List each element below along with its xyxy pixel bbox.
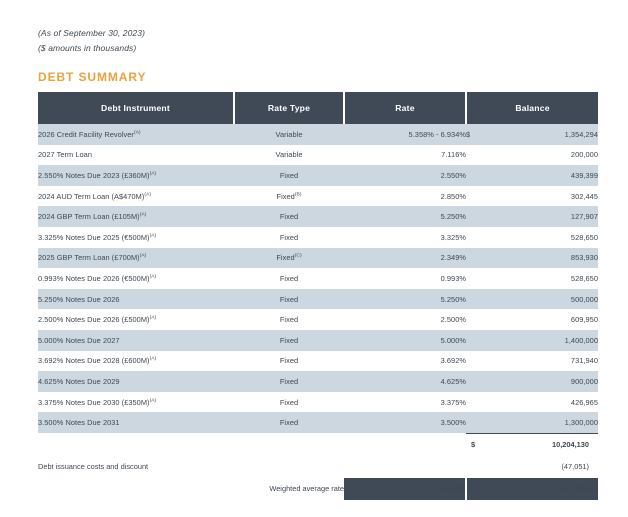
cell-currency-symbol — [466, 227, 492, 248]
footnote-marker: (A) — [149, 398, 157, 404]
footnote-marker: (A) — [144, 192, 152, 198]
cell-balance: 200,000 — [492, 145, 598, 166]
cell-debt-instrument: 2027 Term Loan — [38, 145, 234, 166]
subtotal-spacer-1 — [38, 433, 234, 456]
cell-rate-type: Fixed — [234, 289, 344, 310]
footnote-marker: (B) — [294, 192, 302, 198]
cell-balance: 528,650 — [492, 268, 598, 289]
totals-table — [38, 433, 598, 500]
cell-balance: 609,950 — [492, 309, 598, 330]
cell-debt-instrument: 2024 GBP Term Loan (£105M)$^{(A)}$ — [38, 206, 234, 227]
cell-rate-type: Fixed — [234, 412, 344, 433]
table-row — [38, 330, 598, 351]
cell-rate-type: Fixed — [234, 392, 344, 413]
table-row — [38, 124, 598, 145]
footnote-marker: (A) — [149, 356, 157, 362]
cell-balance: 731,940 — [492, 351, 598, 372]
issuance-spacer-3 — [344, 456, 466, 478]
cell-rate-type: Fixed — [234, 371, 344, 392]
issuance-spacer-2 — [234, 456, 344, 478]
footnote-marker: (A) — [149, 171, 157, 177]
cell-balance: 439,399 — [492, 165, 598, 186]
weighted-average-rate-value: 4.041% — [344, 478, 466, 500]
cell-rate: 3.692% — [344, 351, 466, 372]
total-currency: $ — [466, 478, 492, 500]
debt-table-body — [38, 124, 598, 433]
cell-debt-instrument: 3.325% Notes Due 2025 (€500M)$^{(A)}$ — [38, 227, 234, 248]
wavg-spacer-1 — [38, 478, 234, 500]
table-row — [38, 186, 598, 207]
cell-currency-symbol — [466, 412, 492, 433]
cell-currency-symbol — [466, 330, 492, 351]
cell-currency-symbol — [466, 351, 492, 372]
cell-currency-symbol — [466, 309, 492, 330]
column-header-rate: Rate — [344, 92, 466, 124]
cell-currency-symbol — [466, 248, 492, 269]
cell-currency-symbol — [466, 392, 492, 413]
debt-issuance-row — [38, 456, 598, 478]
cell-debt-instrument: 2026 Credit Facility Revolver$^{(A)}$ — [38, 124, 234, 145]
total-balance-value: 10,157,079 — [492, 478, 598, 500]
weighted-average-rate-label: Weighted average rate — [269, 484, 344, 494]
footnote-marker: (A) — [149, 315, 157, 321]
debt-issuance-value: (47,051) — [561, 462, 589, 472]
cell-rate: 7.116% — [344, 145, 466, 166]
cell-rate: 3.375% — [344, 392, 466, 413]
subtotal-value: 10,204,130 — [492, 433, 598, 456]
cell-debt-instrument: 2.500% Notes Due 2026 (£500M)$^{(A)}$ — [38, 309, 234, 330]
cell-rate: 5.000% — [344, 330, 466, 351]
cell-balance: 500,000 — [492, 289, 598, 310]
cell-currency-symbol — [466, 165, 492, 186]
cell-rate-type: Fixed$^{(B)}$ — [234, 186, 344, 207]
cell-currency-symbol — [466, 289, 492, 310]
table-row — [38, 289, 598, 310]
cell-balance: 853,930 — [492, 248, 598, 269]
table-row — [38, 309, 598, 330]
cell-currency-symbol — [466, 268, 492, 289]
cell-debt-instrument: 2.550% Notes Due 2023 (£360M)$^{(A)}$ — [38, 165, 234, 186]
cell-debt-instrument: 5.000% Notes Due 2027 — [38, 330, 234, 351]
cell-rate-type: Variable — [234, 145, 344, 166]
debt-issuance-label: Debt issuance costs and discount — [38, 462, 149, 472]
cell-currency-symbol — [466, 206, 492, 227]
footnote-marker: (A) — [149, 274, 157, 280]
cell-rate: 0.993% — [344, 268, 466, 289]
cell-rate: 3.325% — [344, 227, 466, 248]
cell-rate: 5.358% - 6.934% — [344, 124, 466, 145]
subtotal-spacer-3 — [344, 433, 466, 456]
cell-currency-symbol — [466, 186, 492, 207]
cell-debt-instrument: 3.375% Notes Due 2030 (£350M)$^{(A)}$ — [38, 392, 234, 413]
cell-rate-type: Fixed — [234, 268, 344, 289]
cell-rate: 5.250% — [344, 206, 466, 227]
cell-currency-symbol — [466, 371, 492, 392]
subtotal-spacer-2 — [234, 433, 344, 456]
subtotal-row — [38, 433, 598, 456]
cell-debt-instrument: 2024 AUD Term Loan (A$470M)$^{(A)}$ — [38, 186, 234, 207]
cell-rate-type: Fixed — [234, 330, 344, 351]
cell-rate: 5.250% — [344, 289, 466, 310]
table-row — [38, 268, 598, 289]
cell-rate-type: Fixed — [234, 227, 344, 248]
table-row — [38, 412, 598, 433]
cell-rate: 4.625% — [344, 371, 466, 392]
cell-balance: 528,650 — [492, 227, 598, 248]
debt-summary-table — [38, 92, 598, 433]
column-header-debt-instrument: Debt Instrument — [38, 92, 234, 124]
cell-rate: 2.550% — [344, 165, 466, 186]
cell-rate-type: Fixed — [234, 165, 344, 186]
subtotal-currency: $ — [466, 433, 492, 456]
footnote-marker: (A) — [139, 253, 147, 259]
cell-balance: 900,000 — [492, 371, 598, 392]
cell-balance: 1,300,000 — [492, 412, 598, 433]
issuance-currency — [466, 456, 492, 478]
cell-debt-instrument: 4.625% Notes Due 2029 — [38, 371, 234, 392]
column-header-balance: Balance — [466, 92, 598, 124]
footnote-marker: (A) — [133, 130, 141, 136]
cell-rate: 3.500% — [344, 412, 466, 433]
cell-debt-instrument: 0.993% Notes Due 2026 (€500M)$^{(A)}$ — [38, 268, 234, 289]
footnote-marker: (C) — [294, 253, 302, 259]
column-header-rate-type: Rate Type — [234, 92, 344, 124]
footnote-marker: (A) — [139, 212, 147, 218]
page-title: DEBT SUMMARY — [38, 70, 147, 84]
cell-balance: 1,400,000 — [492, 330, 598, 351]
table-row — [38, 392, 598, 413]
cell-rate-type: Fixed — [234, 351, 344, 372]
cell-debt-instrument: 2025 GBP Term Loan (£700M)$^{(A)}$ — [38, 248, 234, 269]
cell-rate: 2.850% — [344, 186, 466, 207]
cell-debt-instrument: 3.692% Notes Due 2028 (£600M)$^{(A)}$ — [38, 351, 234, 372]
cell-rate: 2.500% — [344, 309, 466, 330]
cell-balance: 302,445 — [492, 186, 598, 207]
cell-balance: 1,354,294 — [492, 124, 598, 145]
as-of-date: (As of September 30, 2023) — [38, 28, 146, 38]
weighted-average-total-row — [38, 478, 598, 500]
table-row — [38, 227, 598, 248]
cell-debt-instrument: 3.500% Notes Due 2031 — [38, 412, 234, 433]
cell-debt-instrument: 5.250% Notes Due 2026 — [38, 289, 234, 310]
cell-rate-type: Fixed — [234, 206, 344, 227]
table-header-row — [38, 92, 598, 124]
cell-balance: 127,907 — [492, 206, 598, 227]
cell-balance: 426,965 — [492, 392, 598, 413]
cell-rate-type: Variable — [234, 124, 344, 145]
table-row — [38, 206, 598, 227]
table-row — [38, 165, 598, 186]
table-row — [38, 145, 598, 166]
table-row — [38, 351, 598, 372]
table-row — [38, 248, 598, 269]
cell-currency-symbol — [466, 145, 492, 166]
cell-rate-type: Fixed — [234, 309, 344, 330]
cell-rate: 2.349% — [344, 248, 466, 269]
cell-currency-symbol: $ — [466, 124, 492, 145]
table-row — [38, 371, 598, 392]
cell-rate-type: Fixed$^{(C)}$ — [234, 248, 344, 269]
amounts-units-note: ($ amounts in thousands) — [38, 43, 137, 53]
footnote-marker: (A) — [149, 233, 157, 239]
